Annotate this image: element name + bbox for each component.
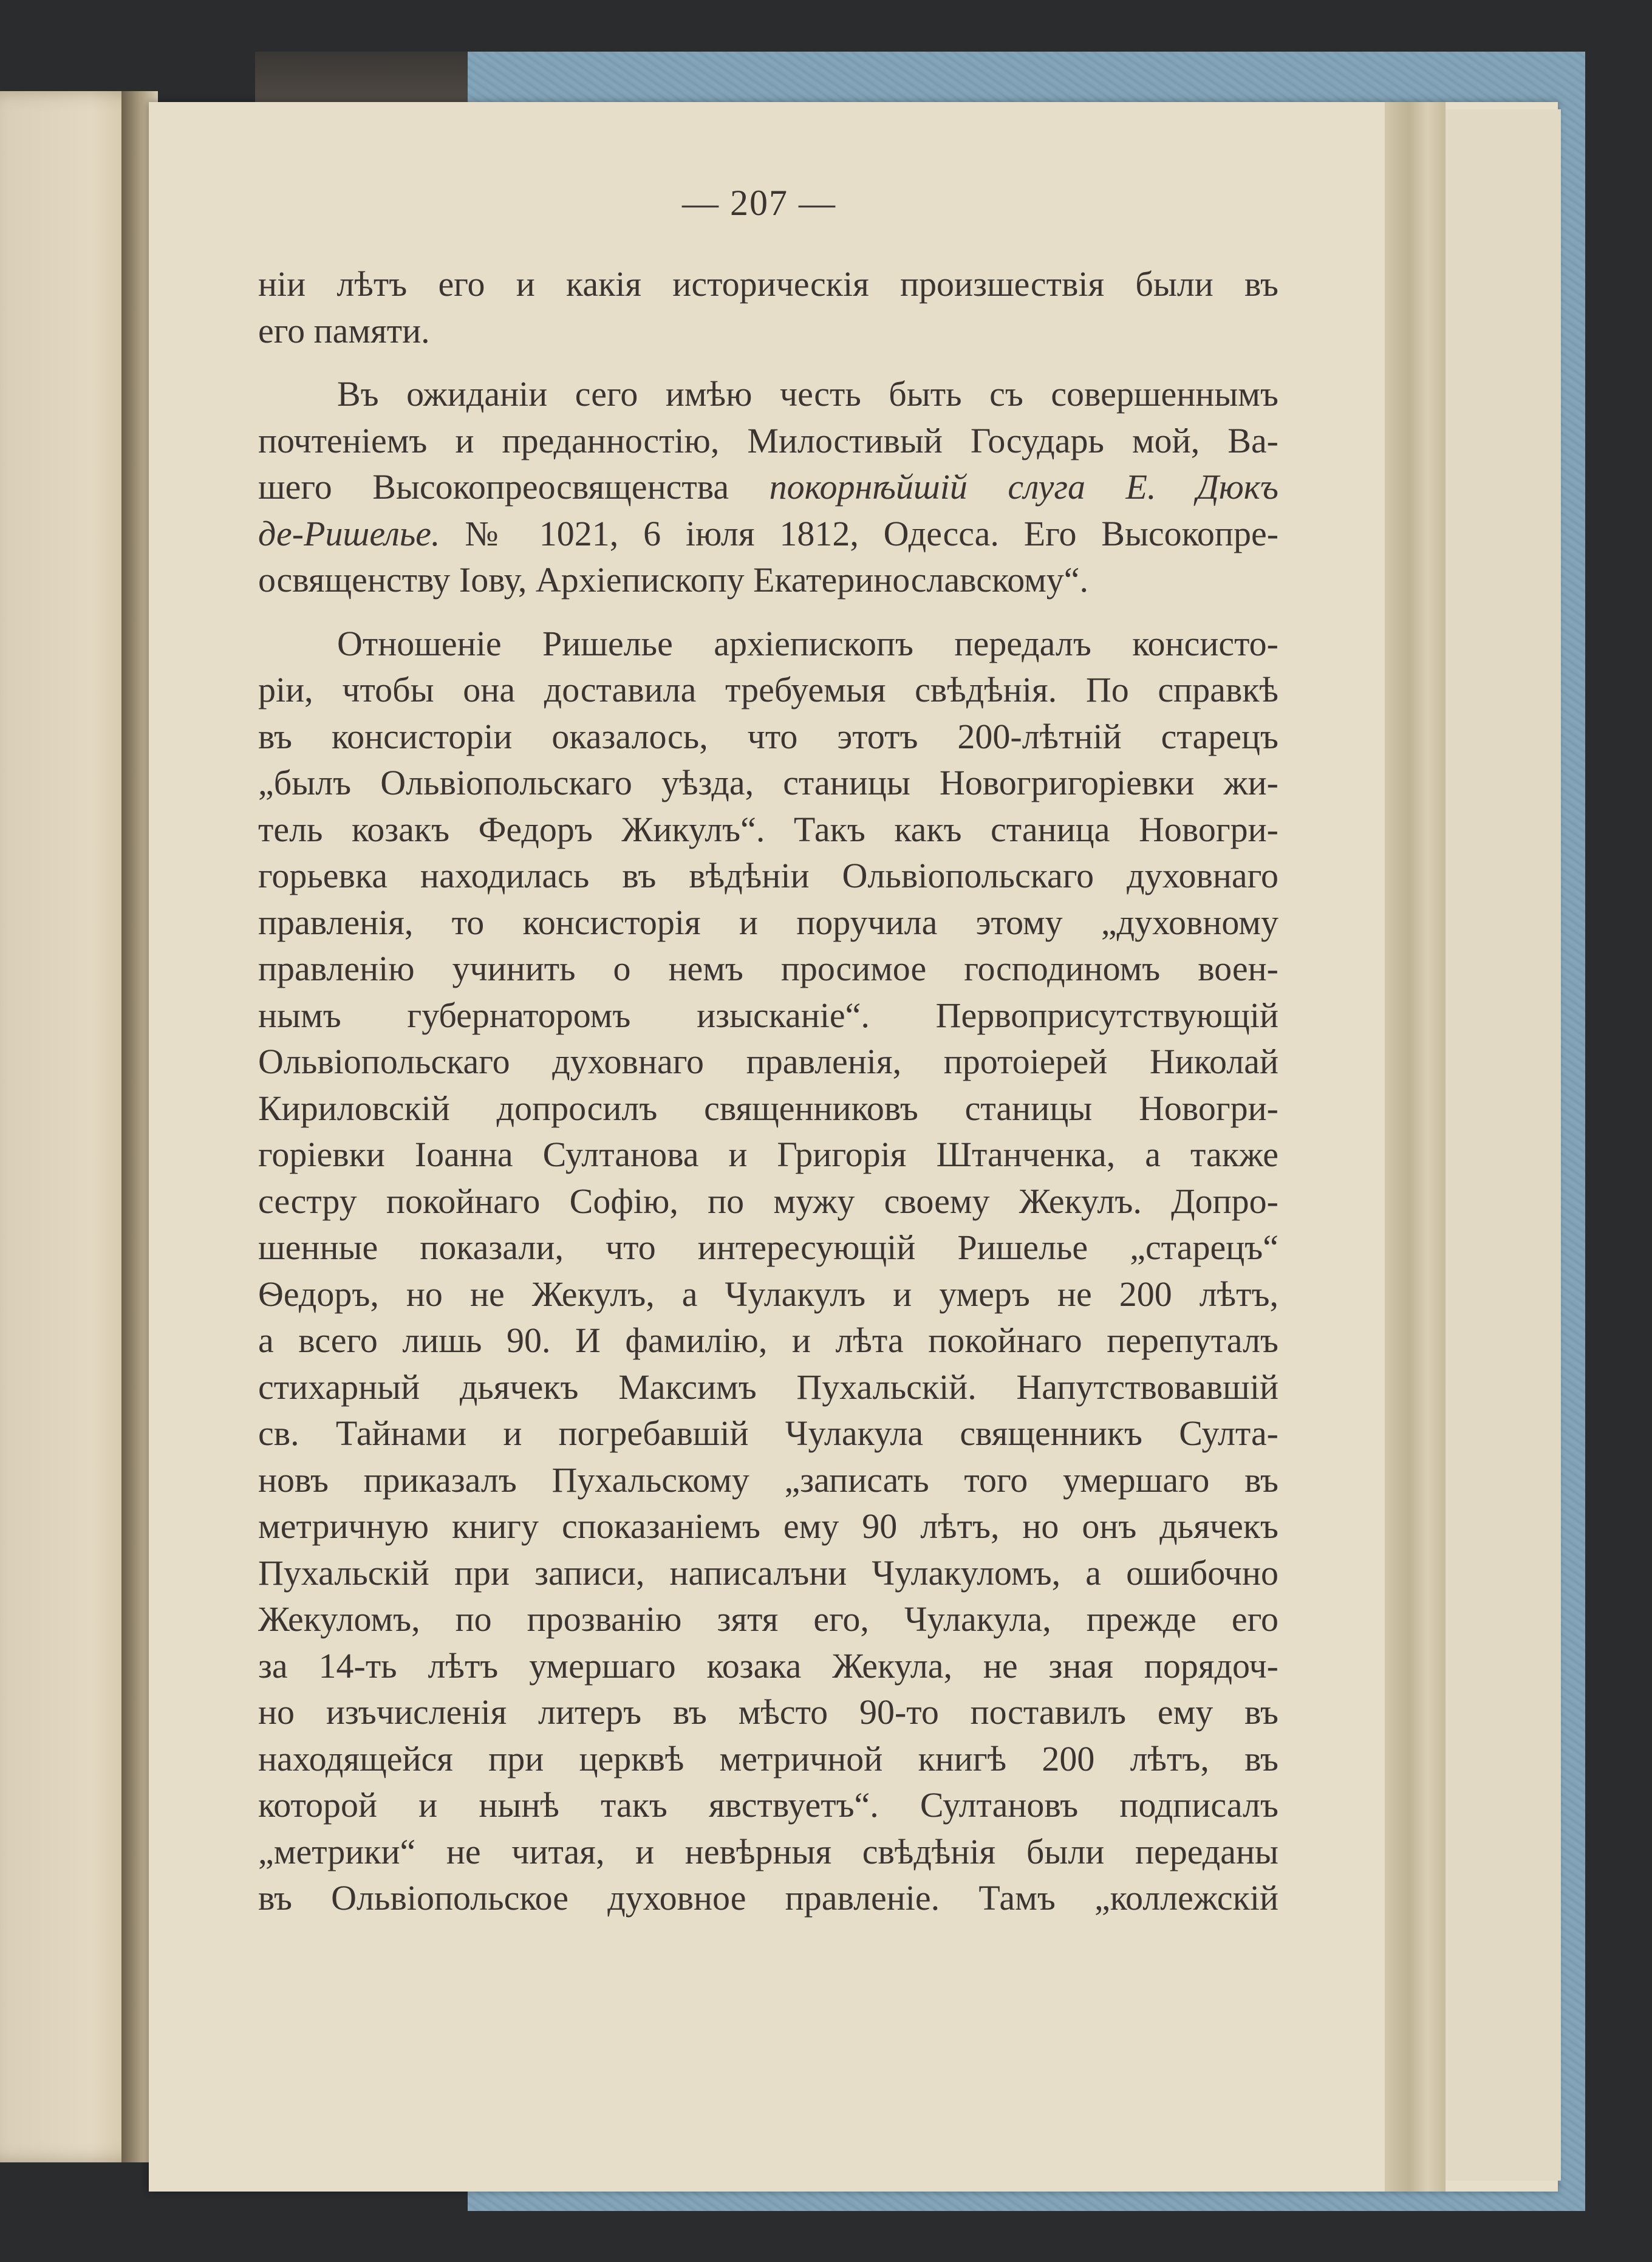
text-line: св. Тайнами и погребавшiй Чулакула священникъ Султа- bbox=[258, 1413, 1278, 1453]
text-line: почтенiемъ и преданностiю, Милостивый Государь мой, Ва- bbox=[258, 420, 1278, 460]
text-line: новъ приказалъ Пухальскому „записать того умершаго въ bbox=[258, 1460, 1278, 1500]
text-line: горiевки Iоанна Султанова и Григорiя Штанченка, а также bbox=[258, 1135, 1278, 1174]
text-line: Кириловскiй допросилъ священниковъ станицы Новогри- bbox=[258, 1088, 1278, 1128]
text-line: Ѳедоръ, но не Жекулъ, а Чулакулъ и умеръ не 200 лѣтъ, bbox=[258, 1274, 1278, 1314]
text-line: Отношенiе Ришелье архiепископъ передалъ консисто- bbox=[337, 623, 1278, 663]
text-line: которой и нынѣ такъ явствуетъ“. Султановъ подписалъ bbox=[258, 1785, 1278, 1825]
text-line: въ консисторiи оказалось, что этотъ 200-лѣтнiй старецъ bbox=[258, 716, 1278, 756]
text-line: нiи лѣтъ его и какiя историческiя произшествiя были въ bbox=[258, 264, 1278, 304]
text-line: но изъчисленiя литеръ въ мѣсто 90-то поставилъ ему въ bbox=[258, 1692, 1278, 1732]
text-line: Пухальскiй при записи, написалъни Чулакуломъ, а ошибочно bbox=[258, 1553, 1278, 1593]
page-stack-edge-outer bbox=[1445, 109, 1561, 2181]
text-line: а всего лишь 90. И фамилiю, и лѣта покойнаго перепуталъ bbox=[258, 1321, 1278, 1360]
text-line: Жекуломъ, по прозванiю зятя его, Чулакула, прежде его bbox=[258, 1599, 1278, 1639]
text-line: въ Ольвiопольское духовное правленiе. Тамъ „коллежскiй bbox=[258, 1878, 1278, 1918]
text-line: сестру покойнаго Софiю, по мужу своему Жекулъ. Допро- bbox=[258, 1181, 1278, 1221]
text-line: стихарный дьячекъ Максимъ Пухальскiй. Напутствовавшiй bbox=[258, 1367, 1278, 1407]
text-line: правленiя, то консисторiя и поручила этому „духовному bbox=[258, 902, 1278, 942]
text-line: „былъ Ольвiопольскаго уѣзда, станицы Новогригорiевки жи- bbox=[258, 763, 1278, 802]
text-line: метричную книгу споказанiемъ ему 90 лѣтъ, но онъ дьячекъ bbox=[258, 1506, 1278, 1546]
page-stack-edge bbox=[1385, 102, 1445, 2192]
text-segment: шего Высокопреосвященства bbox=[258, 467, 729, 507]
page-body-text bbox=[258, 261, 1278, 1922]
text-line: находящейся при церквѣ метричной книгѣ 200 лѣтъ, въ bbox=[258, 1738, 1278, 1779]
text-line: нымъ губернаторомъ изысканiе“. Первоприсутствующiй bbox=[258, 995, 1278, 1035]
page-number: — 207 — bbox=[682, 183, 836, 223]
text-line: горьевка находилась въ вѣдѣнiи Ольвiопольскаго духовнаго bbox=[258, 856, 1278, 895]
text-line: Ольвiопольскаго духовнаго правленiя, протоiерей Николай bbox=[258, 1042, 1278, 1081]
text-line: освященству Iову, Архiепископу Екатеринославскому“. bbox=[258, 560, 1089, 600]
text-line: тель козакъ Федоръ Жикулъ“. Такъ какъ станица Новогри- bbox=[258, 809, 1278, 849]
text-line: шенные показали, что интересующiй Ришелье „старецъ“ bbox=[258, 1228, 1278, 1267]
text-line: Въ ожиданiи сего имѣю честь быть съ совершеннымъ bbox=[337, 374, 1278, 414]
text-line bbox=[258, 511, 1278, 558]
text-line: „метрики“ не читая, и невѣрныя свѣдѣнiя были переданы bbox=[258, 1831, 1278, 1871]
text-line: за 14-ть лѣтъ умершаго козака Жекула, не зная порядоч- bbox=[258, 1645, 1278, 1686]
text-line bbox=[258, 464, 1278, 511]
text-line: правленiю учинить о немъ просимое господиномъ воен- bbox=[258, 949, 1278, 988]
italic-signature: покорнѣйшiй слуга Е. Дюкъ bbox=[769, 467, 1278, 507]
text-segment: № 1021, 6 iюля 1812, Одесса. Его Высокопре- bbox=[465, 513, 1279, 553]
italic-signature: де-Ришелье. bbox=[258, 513, 440, 553]
text-line: его памяти. bbox=[258, 310, 430, 350]
text-line: рiи, чтобы она доставила требуемыя свѣдѣнiя. По справкѣ bbox=[258, 670, 1278, 709]
